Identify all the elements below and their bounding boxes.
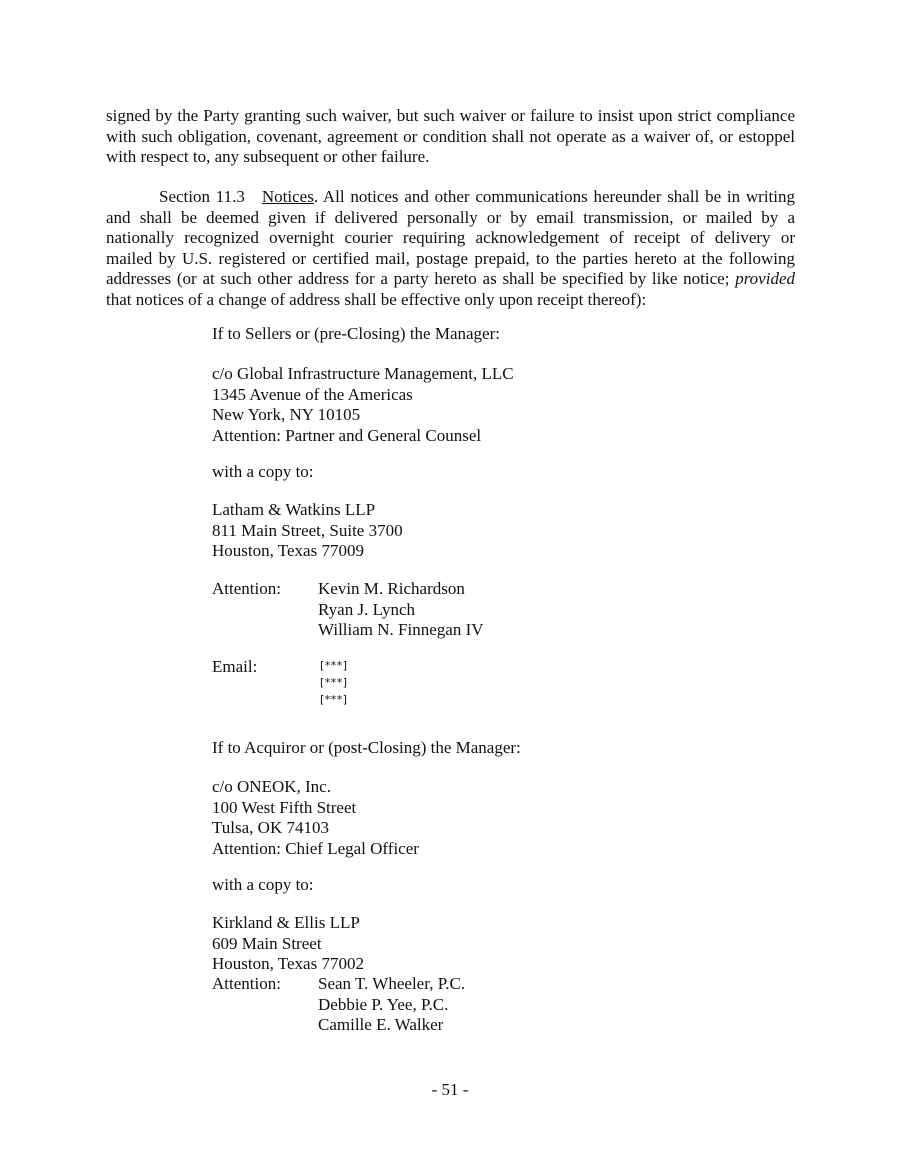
acquiror-attention-names bbox=[318, 974, 465, 1036]
page-number: - 51 - bbox=[431, 1080, 469, 1099]
redacted-email: [***] bbox=[320, 693, 348, 706]
line5-text: addresses (or at such other address for a party hereto as shall be specified by like notice; bbox=[106, 269, 736, 288]
sellers-copy-label: with a copy to: bbox=[212, 462, 314, 481]
sellers-attention-names bbox=[318, 579, 484, 641]
paragraph-line: with such obligation, covenant, agreement or condition shall not operate as a waiver of, or estoppel bbox=[106, 126, 795, 146]
address-line: Latham & Watkins LLP bbox=[212, 500, 376, 519]
paragraph-line: mailed by U.S. registered or certified mail, postage prepaid, to the parties hereto at the following bbox=[106, 248, 795, 268]
address-line: Houston, Texas 77009 bbox=[212, 541, 364, 560]
section-notices-paragraph bbox=[106, 187, 795, 310]
address-line: 1345 Avenue of the Americas bbox=[212, 384, 413, 404]
address-line: Attention: Partner and General Counsel bbox=[212, 425, 482, 445]
address-line: c/o ONEOK, Inc. bbox=[212, 777, 331, 796]
paragraph-line: and shall be deemed given if delivered personally or by email transmission, or mailed by a bbox=[106, 207, 795, 227]
address-line: Houston, Texas 77002 bbox=[212, 954, 364, 973]
paragraph-line: with respect to, any subsequent or other failure. bbox=[106, 147, 430, 166]
redacted-email: [***] bbox=[320, 676, 348, 689]
address-line: c/o Global Infrastructure Management, LLC bbox=[212, 364, 514, 383]
paragraph-line: nationally recognized overnight courier requiring acknowledgement of receipt of delivery or bbox=[106, 228, 795, 247]
acquiror-intro: If to Acquiror or (post-Closing) the Manager: bbox=[212, 738, 521, 757]
address-line: Kirkland & Ellis LLP bbox=[212, 913, 360, 932]
section-heading: Notices bbox=[261, 187, 314, 206]
acquiror-address bbox=[212, 777, 419, 859]
address-line: New York, NY 10105 bbox=[212, 405, 361, 424]
sellers-intro: If to Sellers or (pre-Closing) the Manager: bbox=[212, 324, 500, 343]
acquiror-attention-label: Attention: bbox=[212, 974, 281, 993]
section-first-line bbox=[106, 187, 795, 208]
section-number: Section 11.3 bbox=[159, 187, 245, 206]
provided-italic: provided bbox=[735, 269, 795, 288]
attention-name: Sean T. Wheeler, P.C. bbox=[318, 974, 466, 993]
sellers-copy-address bbox=[212, 500, 403, 562]
sellers-address bbox=[212, 364, 514, 446]
address-line: Tulsa, OK 74103 bbox=[212, 818, 329, 837]
acquiror-copy-address bbox=[212, 913, 364, 975]
paragraph-line: that notices of a change of address shall be effective only upon receipt thereof): bbox=[106, 289, 647, 309]
section-line1-rest: . All notices and other communications hereunder shall be in writing bbox=[313, 187, 795, 206]
paragraph-line: signed by the Party granting such waiver, but such waiver or failure to insist upon strict compliance bbox=[106, 106, 795, 125]
address-line: 100 West Fifth Street bbox=[212, 797, 357, 817]
redacted-email: [***] bbox=[320, 659, 348, 672]
attention-name: Camille E. Walker bbox=[318, 1015, 444, 1034]
attention-name: Ryan J. Lynch bbox=[318, 599, 416, 619]
attention-name: Kevin M. Richardson bbox=[318, 579, 465, 598]
sellers-email-values bbox=[320, 659, 348, 706]
address-line: Attention: Chief Legal Officer bbox=[212, 838, 419, 858]
opening-paragraph bbox=[106, 106, 795, 168]
attention-name: William N. Finnegan IV bbox=[318, 620, 484, 639]
acquiror-copy-label: with a copy to: bbox=[212, 875, 314, 894]
address-line: 609 Main Street bbox=[212, 933, 322, 953]
address-line: 811 Main Street, Suite 3700 bbox=[212, 520, 403, 540]
paragraph-line bbox=[106, 269, 795, 290]
sellers-email-label: Email: bbox=[212, 657, 258, 676]
attention-name: Debbie P. Yee, P.C. bbox=[318, 994, 449, 1014]
sellers-attention-label: Attention: bbox=[212, 579, 281, 598]
